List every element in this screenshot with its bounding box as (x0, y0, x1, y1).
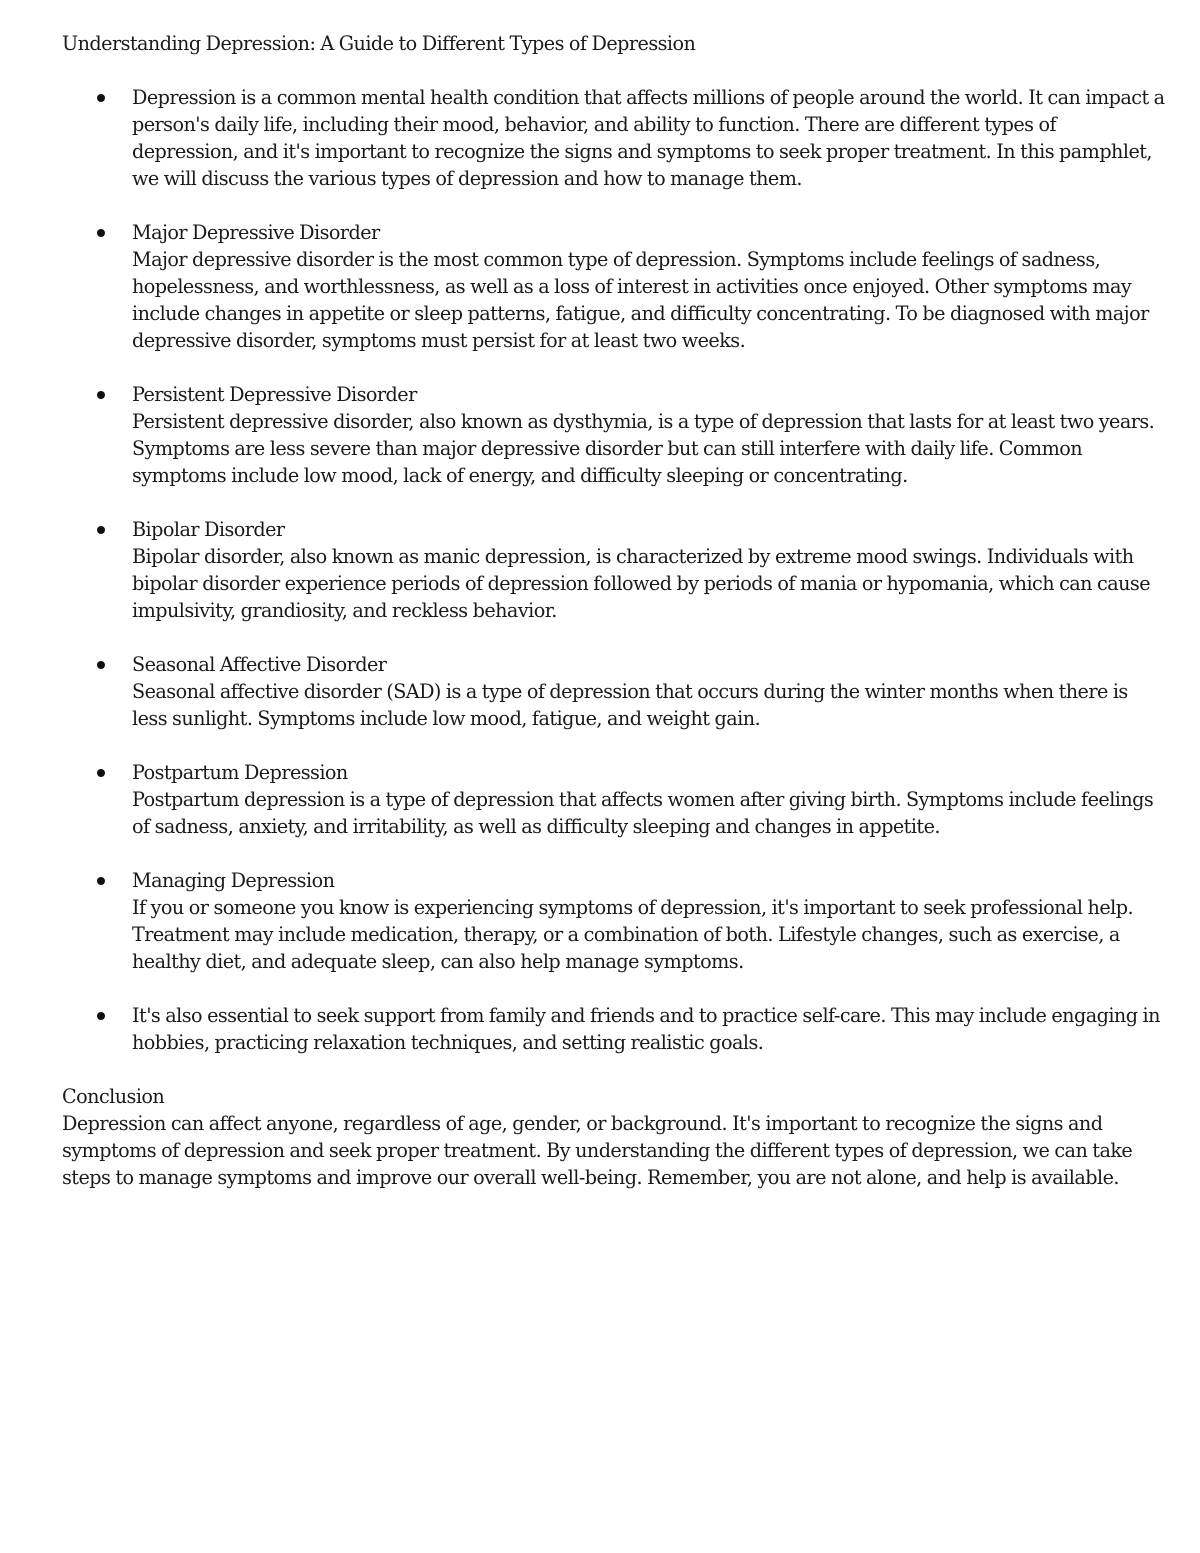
list-item-heading: Persistent Depressive Disorder (132, 383, 417, 406)
list-item-body: Seasonal affective disorder (SAD) is a type of depression that occurs during the winter months when there is less sunlight. Symptoms include low mood, fatigue, and weight gain. (132, 680, 1128, 730)
list-item-heading: Bipolar Disorder (132, 518, 285, 541)
bullet-icon (97, 661, 105, 669)
list-item-major-depressive-disorder (62, 219, 1167, 354)
conclusion-heading: Conclusion (62, 1085, 165, 1108)
bullet-icon (97, 769, 105, 777)
list-item-persistent-depressive-disorder (62, 381, 1167, 489)
bullet-icon (97, 229, 105, 237)
list-item-seasonal-affective-disorder (62, 651, 1167, 732)
bullet-icon (97, 94, 105, 102)
list-item-body: Persistent depressive disorder, also known as dysthymia, is a type of depression that lasts for at least two years. Symptoms are less severe than major depressive disorder but can still interfere with daily life. Common symptoms include low mood, lack of energy, and difficulty sleeping or concentrating. (132, 410, 1155, 487)
list-item-body: Major depressive disorder is the most common type of depression. Symptoms include feelings of sadness, hopelessness, and worthlessness, as well as a loss of interest in activities once enjoyed. Other symptoms may include changes in appetite or sleep patterns, fatigue, and difficulty concentrating. To be diagnosed with major depressive disorder, symptoms must persist for at least two weeks. (132, 248, 1149, 352)
list-item-heading: Major Depressive Disorder (132, 221, 380, 244)
document-title: Understanding Depression: A Guide to Different Types of Depression (62, 32, 696, 55)
list-item-bipolar-disorder (62, 516, 1167, 624)
list-item-body: It's also essential to seek support from family and friends and to practice self-care. This may include engaging in hobbies, practicing relaxation techniques, and setting realistic goals. (132, 1004, 1160, 1054)
list-item-support (62, 1002, 1167, 1056)
conclusion-section (62, 1083, 1167, 1191)
list-item-body: Depression is a common mental health condition that affects millions of people around the world. It can impact a person's daily life, including their mood, behavior, and ability to function. There are different types of depression, and it's important to recognize the signs and symptoms to seek proper treatment. In this pamphlet, we will discuss the various types of depression and how to manage them. (132, 86, 1165, 190)
list-item-managing-depression (62, 867, 1167, 975)
list-item-postpartum-depression (62, 759, 1167, 840)
list-item-body: If you or someone you know is experiencing symptoms of depression, it's important to seek professional help. Treatment may include medication, therapy, or a combination of both. Lifestyle changes, such as exercise, a healthy diet, and adequate sleep, can also help manage symptoms. (132, 896, 1133, 973)
list-item-intro (62, 84, 1167, 192)
list-item-body: Postpartum depression is a type of depression that affects women after giving birth. Symptoms include feelings of sadness, anxiety, and irritability, as well as difficulty sleeping and changes in appetite. (132, 788, 1154, 838)
bullet-icon (97, 526, 105, 534)
bullet-list (62, 84, 1167, 1056)
list-item-heading: Seasonal Affective Disorder (132, 653, 387, 676)
bullet-icon (97, 1012, 105, 1020)
list-item-body: Bipolar disorder, also known as manic depression, is characterized by extreme mood swings. Individuals with bipolar disorder experience periods of depression followed by periods of mania or hypomania, which can cause impulsivity, grandiosity, and reckless behavior. (132, 545, 1151, 622)
bullet-icon (97, 391, 105, 399)
list-item-heading: Postpartum Depression (132, 761, 348, 784)
conclusion-body: Depression can affect anyone, regardless of age, gender, or background. It's important to recognize the signs and symptoms of depression and seek proper treatment. By understanding the different types of depression, we can take steps to manage symptoms and improve our overall well-being. Remember, you are not alone, and help is available. (62, 1112, 1133, 1189)
document-page (62, 30, 1167, 1191)
bullet-icon (97, 877, 105, 885)
list-item-heading: Managing Depression (132, 869, 335, 892)
